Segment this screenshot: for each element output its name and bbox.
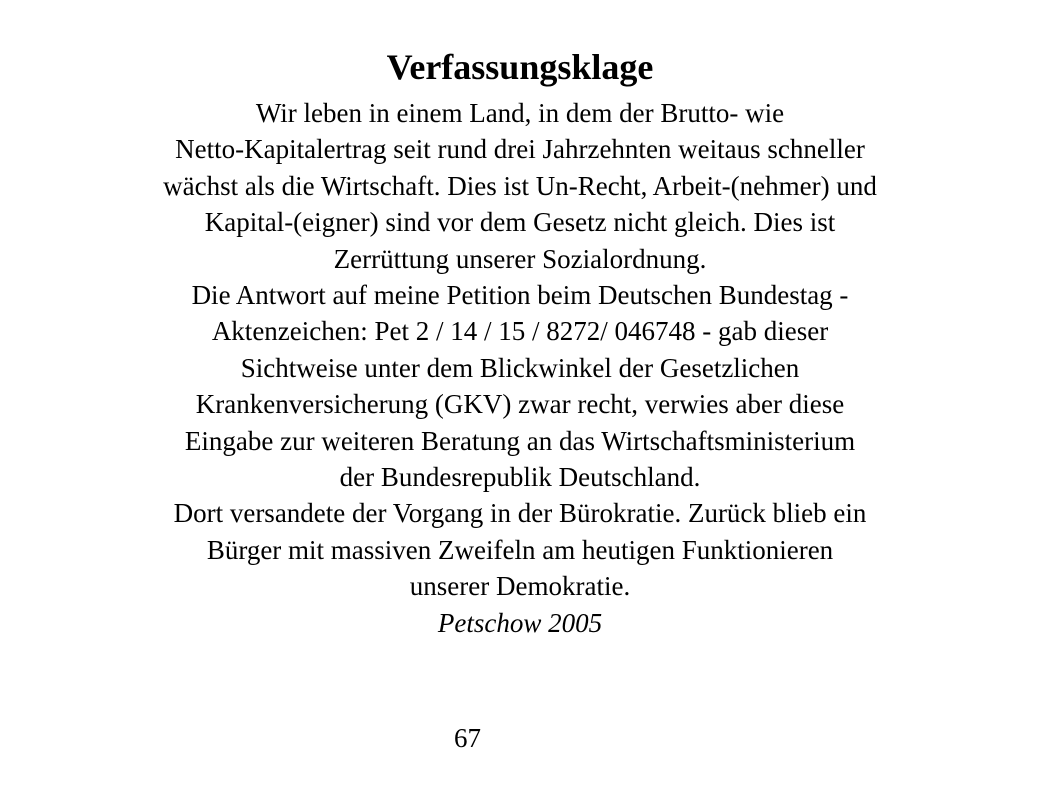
text-line: Zerrüttung unserer Sozialordnung. <box>333 243 707 274</box>
text-line: der Bundesrepublik Deutschland. <box>339 462 701 493</box>
text-line: Netto-Kapitalertrag seit rund drei Jahrzehnten weitaus schneller <box>175 134 865 165</box>
page-number: 67 <box>454 723 481 753</box>
paragraph-1 <box>0 95 1040 277</box>
text-line: Die Antwort auf meine Petition beim Deutschen Bundestag - <box>191 280 849 311</box>
text-line: Dort versandete der Vorgang in der Bürokratie. Zurück blieb ein <box>173 498 867 529</box>
text-line: Kapital-(eigner) sind vor dem Gesetz nicht gleich. Dies ist <box>204 207 836 238</box>
text-line: wächst als die Wirtschaft. Dies ist Un-Recht, Arbeit-(nehmer) und <box>163 170 877 201</box>
text-line: Eingabe zur weiteren Beratung an das Wirtschaftsministerium <box>184 425 856 456</box>
paragraph-3 <box>0 495 1040 604</box>
text-line: Sichtweise unter dem Blickwinkel der Gesetzlichen <box>240 352 800 383</box>
text-line: Aktenzeichen: Pet 2 / 14 / 15 / 8272/ 046748 - gab dieser <box>211 316 829 347</box>
paragraph-2 <box>0 277 1040 495</box>
text-line: unserer Demokratie. <box>409 571 631 602</box>
author-signature: Petschow 2005 <box>437 607 603 638</box>
document-body <box>0 95 1040 641</box>
text-line: Krankenversicherung (GKV) zwar recht, verwies aber diese <box>195 389 845 420</box>
document-title: Verfassungsklage <box>386 47 654 87</box>
text-line: Bürger mit massiven Zweifeln am heutigen Funktionieren <box>206 534 834 565</box>
text-line: Wir leben in einem Land, in dem der Brutto- wie <box>255 98 785 128</box>
